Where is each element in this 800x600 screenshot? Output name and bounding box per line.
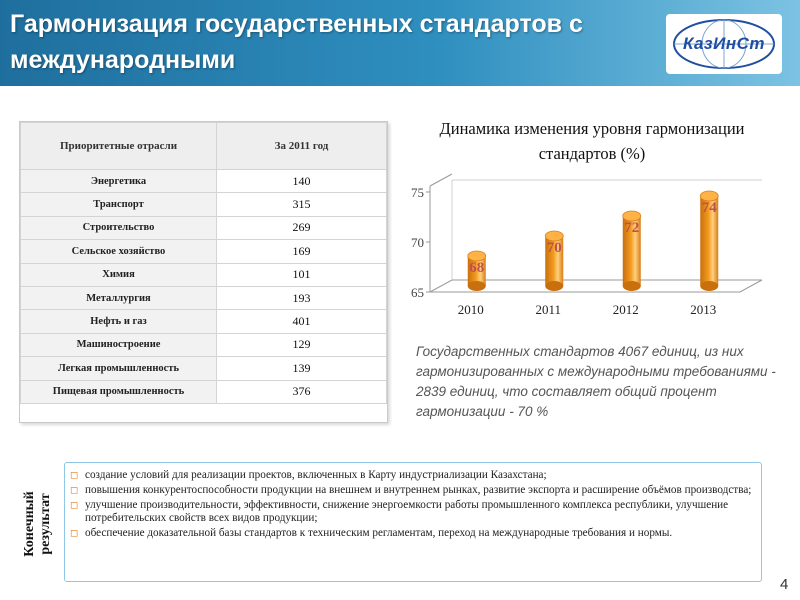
result-text: создание условий для реализации проектов, включенных в Карту индустриализации Казахстана; (85, 469, 547, 481)
table-row (21, 357, 387, 380)
harmonization-bar-chart (400, 112, 770, 332)
header-banner (0, 0, 800, 86)
list-item (70, 484, 755, 497)
table-row (21, 263, 387, 286)
table-row (21, 286, 387, 309)
table-row (21, 240, 387, 263)
kazinst-logo (666, 14, 782, 74)
harmonization-note: Государственных стандартов 4067 единиц, из них гармонизированных с международными требованиями - 2839 единиц, что составляет общий процент гармонизации - 70 % (416, 344, 776, 419)
x-tick-label: 2011 (535, 302, 562, 317)
list-item (70, 499, 755, 525)
bar-value-label: 74 (701, 200, 717, 216)
results-side-label (20, 470, 56, 580)
table-row (21, 380, 387, 403)
chart-title: Динамика изменения уровня гармонизации стандартов (%) (439, 119, 745, 163)
bar-base (700, 281, 718, 291)
page-title: Гармонизация государственных стандартов с международными (10, 10, 583, 74)
table-row (21, 193, 387, 216)
result-text: повышения конкурентоспособности продукции на внешнем и внутреннем рынках, развитие экспорта и расширение объёмов производства; (85, 484, 752, 496)
value-cell: 315 (217, 193, 387, 216)
table-row (21, 216, 387, 239)
bar-base (623, 281, 641, 291)
sector-cell: Транспорт (21, 193, 217, 216)
x-tick-label: 2012 (612, 302, 639, 317)
y-axis-top (430, 174, 452, 186)
list-item (70, 527, 755, 540)
sector-cell: Пищевая промышленность (21, 380, 217, 403)
value-cell: 269 (217, 216, 387, 239)
table-row (21, 310, 387, 333)
sector-cell: Машиностроение (21, 333, 217, 356)
value-cell: 101 (217, 263, 387, 286)
result-text: улучшение производительности, эффективности, снижение энергоемкости работы промышленного комплекса республики, улучшение потребительских свойств всех видов продукции; (85, 499, 729, 524)
value-cell: 129 (217, 333, 387, 356)
y-tick-label: 70 (411, 235, 424, 250)
table-row (21, 170, 387, 193)
bullet-icon: ◻ (70, 528, 79, 539)
table-header-year: За 2011 год (217, 123, 387, 170)
sector-table (19, 121, 388, 423)
sector-cell: Строительство (21, 216, 217, 239)
y-tick-label: 65 (411, 285, 424, 300)
bullet-icon: ◻ (70, 485, 79, 496)
sector-cell: Энергетика (21, 170, 217, 193)
results-label: Конечный результат (22, 491, 53, 557)
sector-cell: Нефть и газ (21, 310, 217, 333)
page-number: 4 (780, 576, 789, 593)
sector-cell: Сельское хозяйство (21, 240, 217, 263)
bar-value-label: 68 (469, 260, 485, 276)
bar-base (545, 281, 563, 291)
value-cell: 376 (217, 380, 387, 403)
results-box (64, 462, 762, 582)
bar-value-label: 70 (546, 240, 562, 256)
sector-cell: Металлургия (21, 286, 217, 309)
sector-cell: Легкая промышленность (21, 357, 217, 380)
x-tick-label: 2010 (457, 302, 484, 317)
table-header-sector: Приоритетные отрасли (21, 123, 217, 170)
value-cell: 140 (217, 170, 387, 193)
bar-value-label: 72 (624, 220, 640, 236)
bullet-icon: ◻ (70, 470, 79, 481)
x-tick-label: 2013 (690, 302, 717, 317)
y-tick-label: 75 (411, 185, 424, 200)
value-cell: 401 (217, 310, 387, 333)
sector-cell: Химия (21, 263, 217, 286)
logo-text: КазИнСт (683, 34, 765, 53)
value-cell: 193 (217, 286, 387, 309)
bar-base (468, 281, 486, 291)
bullet-icon: ◻ (70, 500, 79, 511)
result-text: обеспечение доказательной базы стандартов к техническим регламентам, переход на международные требования и нормы. (85, 527, 673, 539)
value-cell: 169 (217, 240, 387, 263)
table-row (21, 333, 387, 356)
list-item (70, 469, 755, 482)
value-cell: 139 (217, 357, 387, 380)
